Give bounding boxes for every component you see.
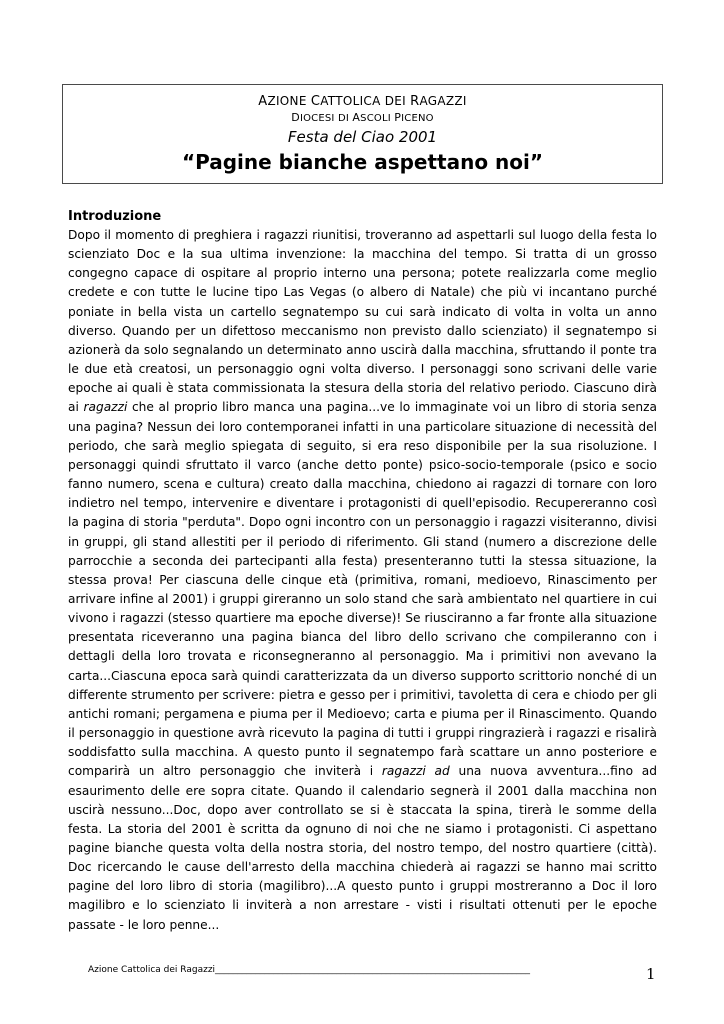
body-paragraph [68,226,657,935]
dio-w4-rest: ICENO [401,113,434,124]
body-italic-2: ragazzi ad [381,764,450,779]
body-italic-1: ragazzi [83,400,128,415]
footer-org: Azione Cattolica dei Ragazzi [88,965,216,975]
dio-w1-rest: IOCESI [299,113,335,124]
page-number: 1 [646,965,656,983]
diocese-subtitle [63,111,662,126]
org-w1-cap: A [258,94,268,109]
dio-w1-cap: D [291,111,300,124]
document-title: “Pagine bianche aspettano noi” [181,150,544,174]
main-content [68,207,657,935]
org-w4-cap: R [410,94,420,109]
dio-w3-cap: A [352,111,361,124]
title-box [62,84,663,184]
org-w3: DEI [384,94,406,108]
org-w1-rest: ZIONE [267,94,307,108]
org-w2-cap: C [310,94,321,109]
body-text-part-2: che al proprio libro manca una pagina...ve lo immaginate voi un libro di storia senza una pagina? Nessun dei loro contemporanei infatti in una particolare situazione di necessità del periodo, che sarà meglio spiegata di seguito, si era reso disponibile per la sua risoluzione. I personaggi quindi sfruttato il varco (anche detto ponte) psico-socio-temporale (psico e socio fanno numero, scena e cultura) creato dalla macchina, chiedono ai ragazzi di tornare con loro indietro nel tempo, intervenire e diventare i protagonisti di quell'episodio. Recupereranno così la pagina di storia "perduta". Dopo ogni incontro con un personaggio i ragazzi visiteranno, divisi in gruppi, gli stand allestiti per il periodo di riferimento. Gli stand (numero a discrezione delle parrocchie a seconda dei partecipanti alla festa) presenteranno tutti la stessa situazione, la stessa prova! Per ciascuna delle cinque età (primitiva, romani, medioevo, Rinascimento per arrivare infine al 2001) i gruppi gireranno un solo stand che sarà ambientato nel quartiere in cui vivono i ragazzi (stesso quartiere ma epoche diverse)! Se riusciranno a far fronte alla situazione presentata riceveranno una pagina bianca del libro dello scrivano che compileranno con i dettagli della loro trovata e riconsegneranno al personaggio. Ma i primitivi non avevano la carta...Ciascuna epoca sarà quindi caratterizzata da un diverso supporto scrittorio nonché di un differente strumento per scrivere: pietra e gesso per i primitivi, tavoletta di cera e chiodo per gli antichi romani; pergamena e piuma per il Medioevo; carta e piuma per il Rinascimento. Quando il personaggio in questione avrà ricevuto la pagina di tutti i gruppi ringrazierà i ragazzi e risalirà soddisfatto sulla macchina. A questo punto il segnatempo farà scattare un anno posteriore e comparirà un altro personaggio che inviterà i [68,400,657,779]
dio-w2: DI [337,113,350,124]
dio-w3-rest: SCOLI [360,113,391,124]
footer-underscores: ______________________________________________________________________ [215,965,531,975]
org-w4-rest: AGAZZI [419,94,467,108]
org-w2-rest: ATTOLICA [320,94,381,108]
footer [88,964,628,976]
dio-w4-cap: P [394,111,402,124]
body-text-part-1: Dopo il momento di preghiera i ragazzi riunitisi, troveranno ad aspettarli sul luogo della festa lo scienziato Doc e la sua ultima invenzione: la macchina del tempo. Si tratta di un grosso congegno capace di ospitare al proprio interno una persona; potete realizzarla come meglio credete e con tutte le lucine tipo Las Vegas (o albero di Natale) che più vi incantano purché poniate in bella vista un cartello segnatempo su cui sarà indicato di volta in volta un anno diverso. Quando per un difettoso meccanismo non previsto dallo scienziato) il segnatempo si azionerà da solo segnalando un determinato anno uscirà dalla macchina, sfruttando il ponte tra le due età creatosi, un personaggio ogni volta diverso. I personaggi sono scrivani delle varie epoche ai quali è stata commissionata la stesura della storia del relativo periodo. Ciascuno dirà ai [68,228,657,415]
section-heading: Introduzione [68,209,162,224]
organization-title [63,93,662,110]
event-name: Festa del Ciao 2001 [287,128,438,146]
body-text-part-3: una nuova avventura...fino ad esaurimento delle ere sopra citate. Quando il calendario segnerà il 2001 dalla macchina non uscirà nessuno...Doc, dopo aver controllato se si è staccata la spina, tirerà le somme della festa. La storia del 2001 è scritta da ognuno di noi che ne siamo i protagonisti. Ci aspettano pagine bianche questa volta della nostra storia, del nostro tempo, del nostro quartiere (città). Doc ricercando le cause dell'arresto della macchina chiederà ai ragazzi se hanno mai scritto pagine del loro libro di storia (magilibro)...A questo punto i gruppi mostreranno a Doc il loro magilibro e lo scienziato li inviterà a non arrestare - visti i risultati ottenuti per le epoche passate - le loro penne... [68,764,657,932]
